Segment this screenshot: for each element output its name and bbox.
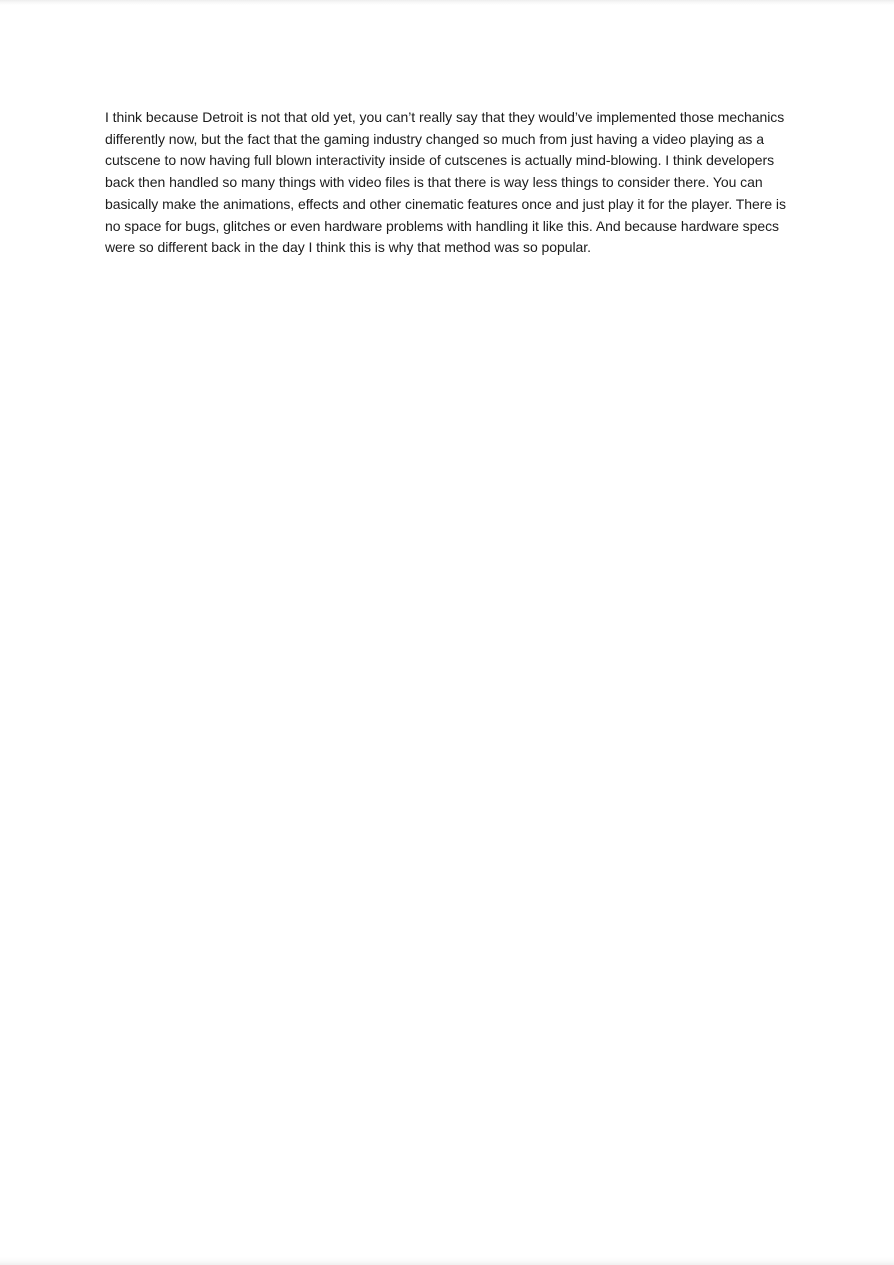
paragraph: I think because Detroit is not that old yet, you can’t really say that they would’ve implemented those mechanics differently now, but the fact that the gaming industry changed so much from just having a video playing as a cutscene to now having full blown interactivity inside of cutscenes is actually mind-blowing. I think developers back then handled so many things with video files is that there is way less things to consider there. You can basically make the animations, effects and other cinematic features once and just play it for the player. There is no space for bugs, glitches or even hardware problems with handling it like this. And because hardware specs were so different back in the day I think this is why that method was so popular. [105,109,786,256]
page-bottom-edge [0,1257,894,1265]
document-text-area [105,107,788,259]
page-top-edge [0,0,894,5]
